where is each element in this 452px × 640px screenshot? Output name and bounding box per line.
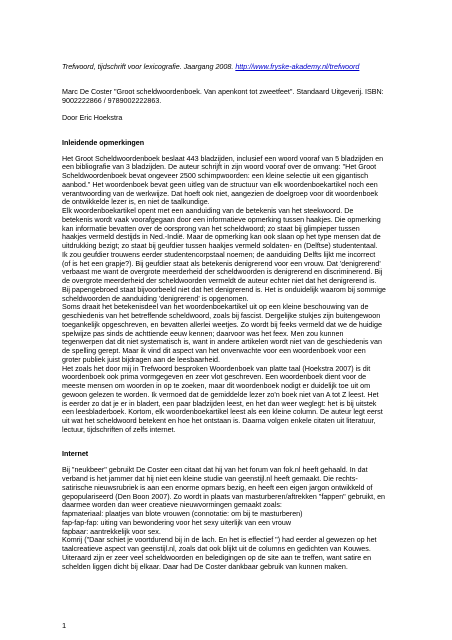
reference-line-2: 9002222866 / 9789002222863.: [62, 96, 162, 105]
text-line: Bij papengebroed staat bijvoorbeeld niet dat het denigrerend is. Het is onduidelijk waarom bij sommige: [62, 285, 386, 294]
text-line: scheldwoorden de aanduiding 'denigrerend' is opgenomen.: [62, 294, 249, 303]
page-number: 1: [62, 621, 67, 630]
text-line: een bibliografie van 3 bladzijden. De auteur schrijft in zijn woord vooraf over de omvang: "Het Groot: [62, 163, 377, 172]
text-line: toegankelijk opgeschreven, en bevatten allerlei weetjes. Zo wordt bij feeks vermeld dat we de huidige: [62, 320, 382, 329]
text-line: gewoon gelezen te worden. Ik vermoed dat de gemiddelde lezer zo'n boek niet van A tot Z leest. Het: [62, 390, 379, 399]
text-line: betekenis wordt vaak voorafgegaan door een informatieve opmerking tussen haakjes. Die opmerking: [62, 215, 381, 224]
text-line: verantwoording van de werkwijze. Dat hoeft ook niet, aangezien de doelgroep voor dit woordenboek: [62, 189, 378, 198]
text-line: groter publiek juist bijdragen aan de leesbaarheid.: [62, 355, 220, 364]
text-line: fapbaar: aantrekkelijk voor sex.: [62, 527, 161, 536]
journal-header: [62, 63, 422, 72]
section-body-intro: [62, 155, 422, 435]
text-line: uit wat het scheldwoord betekent en hoe het ontstaan is. Daarna volgen enkele citaten uit literatuur,: [62, 417, 376, 426]
section-body-internet: [62, 466, 422, 571]
text-line: fapmateriaal: plaatjes van blote vrouwen (connotatie: om bij te masturberen): [62, 510, 303, 519]
journal-text: Trefwoord, tijdschrift voor lexicografie. Jaargang 2008.: [62, 63, 236, 72]
text-line: Scheldwoordenboek bevat ongeveer 2500 schimpwoorden: een kleine selectie uit een gigantisch: [62, 172, 369, 181]
text-line: spelwijze pas sinds de achttiende eeuw kennen; daarvoor was het feex. Men zou kunnen: [62, 329, 344, 338]
text-line: de spelling gerept. Maar ik vind dit aspect van het onverwachte voor een woordenboek voor een: [62, 347, 366, 356]
text-line: een leesbladerboek. Kortom, elk woordenboekartikel leest als een kleine column. De auteur legt eerst: [62, 408, 383, 417]
text-line: Elk woordenboekartikel opent met een aanduiding van de betekenis van het steekwoord. De: [62, 207, 354, 216]
text-line: Soms draait het betekenisdeel van het woordenboekartikel uit op een kleine beschouwing van de: [62, 303, 369, 312]
text-line: de overgrote meerderheid der scheldwoorden vermeldt de auteur echter niet dat het denigrerend is.: [62, 277, 377, 286]
text-line: aanbod." Het woordenboek bevat geen uitleg van de structuur van elk woordenboekartikel noch een: [62, 180, 378, 189]
text-line: satirische nieuwsrubriek is aan een enorme opmars bezig, en heeft een eigen jargon ontwikkeld of: [62, 483, 373, 492]
text-line: geschiedenis van het betreffende scheldwoord, zoals bij fascist. Dergelijke stukjes zijn buitengewoon: [62, 312, 381, 321]
text-line: (of is het een grapje?). Bij geufdier staat als betekenis denigrerend voor een vrouw. Dat 'denigrerend': [62, 259, 381, 268]
text-line: Bij "neukbeer" gebruikt De Coster een citaat dat hij van het forum van fok.nl heeft gehaald. In dat: [62, 466, 368, 475]
text-line: de ontwikkelde lezer is, en niet de taalkundige.: [62, 198, 210, 207]
text-line: haakjes vermeld destijds in Ned.-Indië. Maar de opmerking kan ook slaan op het type mensen dat de: [62, 233, 381, 242]
section-heading-internet: Internet: [62, 450, 89, 459]
text-line: Ik zou geufdier trouwens eerder studentencorpstaal noemen; de aanduiding Delfts lijkt me incorrect: [62, 250, 376, 259]
text-line: Het Groot Scheldwoordenboek beslaat 443 bladzijden, inclusief een woord vooraf van 5 bladzijden en: [62, 154, 384, 163]
author-line: Door Eric Hoekstra: [62, 114, 123, 123]
text-line: lectuur, tijdschriften of zelfs internet.: [62, 425, 176, 434]
journal-link[interactable]: http://www.fryske-akademy.nl/trefwoord: [235, 63, 360, 72]
reference-line-1: Marc De Coster "Groot scheldwoordenboek. Van apenkont tot zweetfeet". Standaard Uitgeverij. ISBN:: [62, 87, 384, 96]
text-line: Komrij ("Daar schiet je voortdurend bij in de lach. En het is effectief ") had eerder al gewezen op het: [62, 536, 377, 545]
text-line: verband is het jammer dat hij niet een kleine studie van geenstijl.nl heeft gemaakt. Die rechts-: [62, 475, 358, 484]
text-line: verbaast me want de overgrote meerderheid der scheldwoorden is denigrerend en discriminerend. Bij: [62, 268, 383, 277]
text-line: woordenboek ook prima vormgegeven en zeer vlot geschreven. Een woordenboek dient voor de: [62, 373, 367, 382]
text-line: meeste mensen om woorden in op te zoeken, maar dit woordenboek nodigt er duidelijk toe uit om: [62, 382, 371, 391]
text-line: kan informatie bevatten over de oorsprong van het scheldwoord; zo staat bij glimpieper tussen: [62, 224, 360, 233]
text-line: daarmee worden dan weer creatieve nieuwvormingen gemaakt zoals:: [62, 501, 282, 510]
text-line: tegenwerpen dat dit niet systematisch is, want in andere artikelen wordt niet van de geschiedenis van: [62, 338, 382, 347]
text-line: uitdrukking bezigt; zo staat bij geufdier tussen haakjes vermeld soldaten- en (Delftse) studententaal.: [62, 242, 378, 251]
text-line: is eerder zo dat je er in bladert, een paar bladzijden leest, en het dan weer weglegt: het is bij uitstek: [62, 399, 377, 408]
section-heading-intro: Inleidende opmerkingen: [62, 138, 145, 147]
text-line: Het zoals het door mij in Trefwoord besproken Woordenboek van platte taal (Hoekstra 2007) is dit: [62, 364, 371, 373]
text-line: schelden liggen dicht bij elkaar. Daar had De Coster dankbaar gebruik van kunnen maken.: [62, 562, 348, 571]
text-line: taalcreatieve aspect van geenstijl.nl, zoals dat ook blijkt uit de columns en gedichten van Kouwes.: [62, 545, 371, 554]
text-line: fap-fap-fap: uiting van bewondering voor het sexy uiterlijk van een vrouw: [62, 518, 292, 527]
text-line: Uiteraard zijn er zeer veel scheldwoorden en beledigingen op de site aan te treffen, want satire en: [62, 553, 372, 562]
text-line: gepopulariseerd (Den Boon 2007). Zo wordt in plaats van masturberen/aftrekken "fappen" gebruikt, en: [62, 492, 386, 501]
